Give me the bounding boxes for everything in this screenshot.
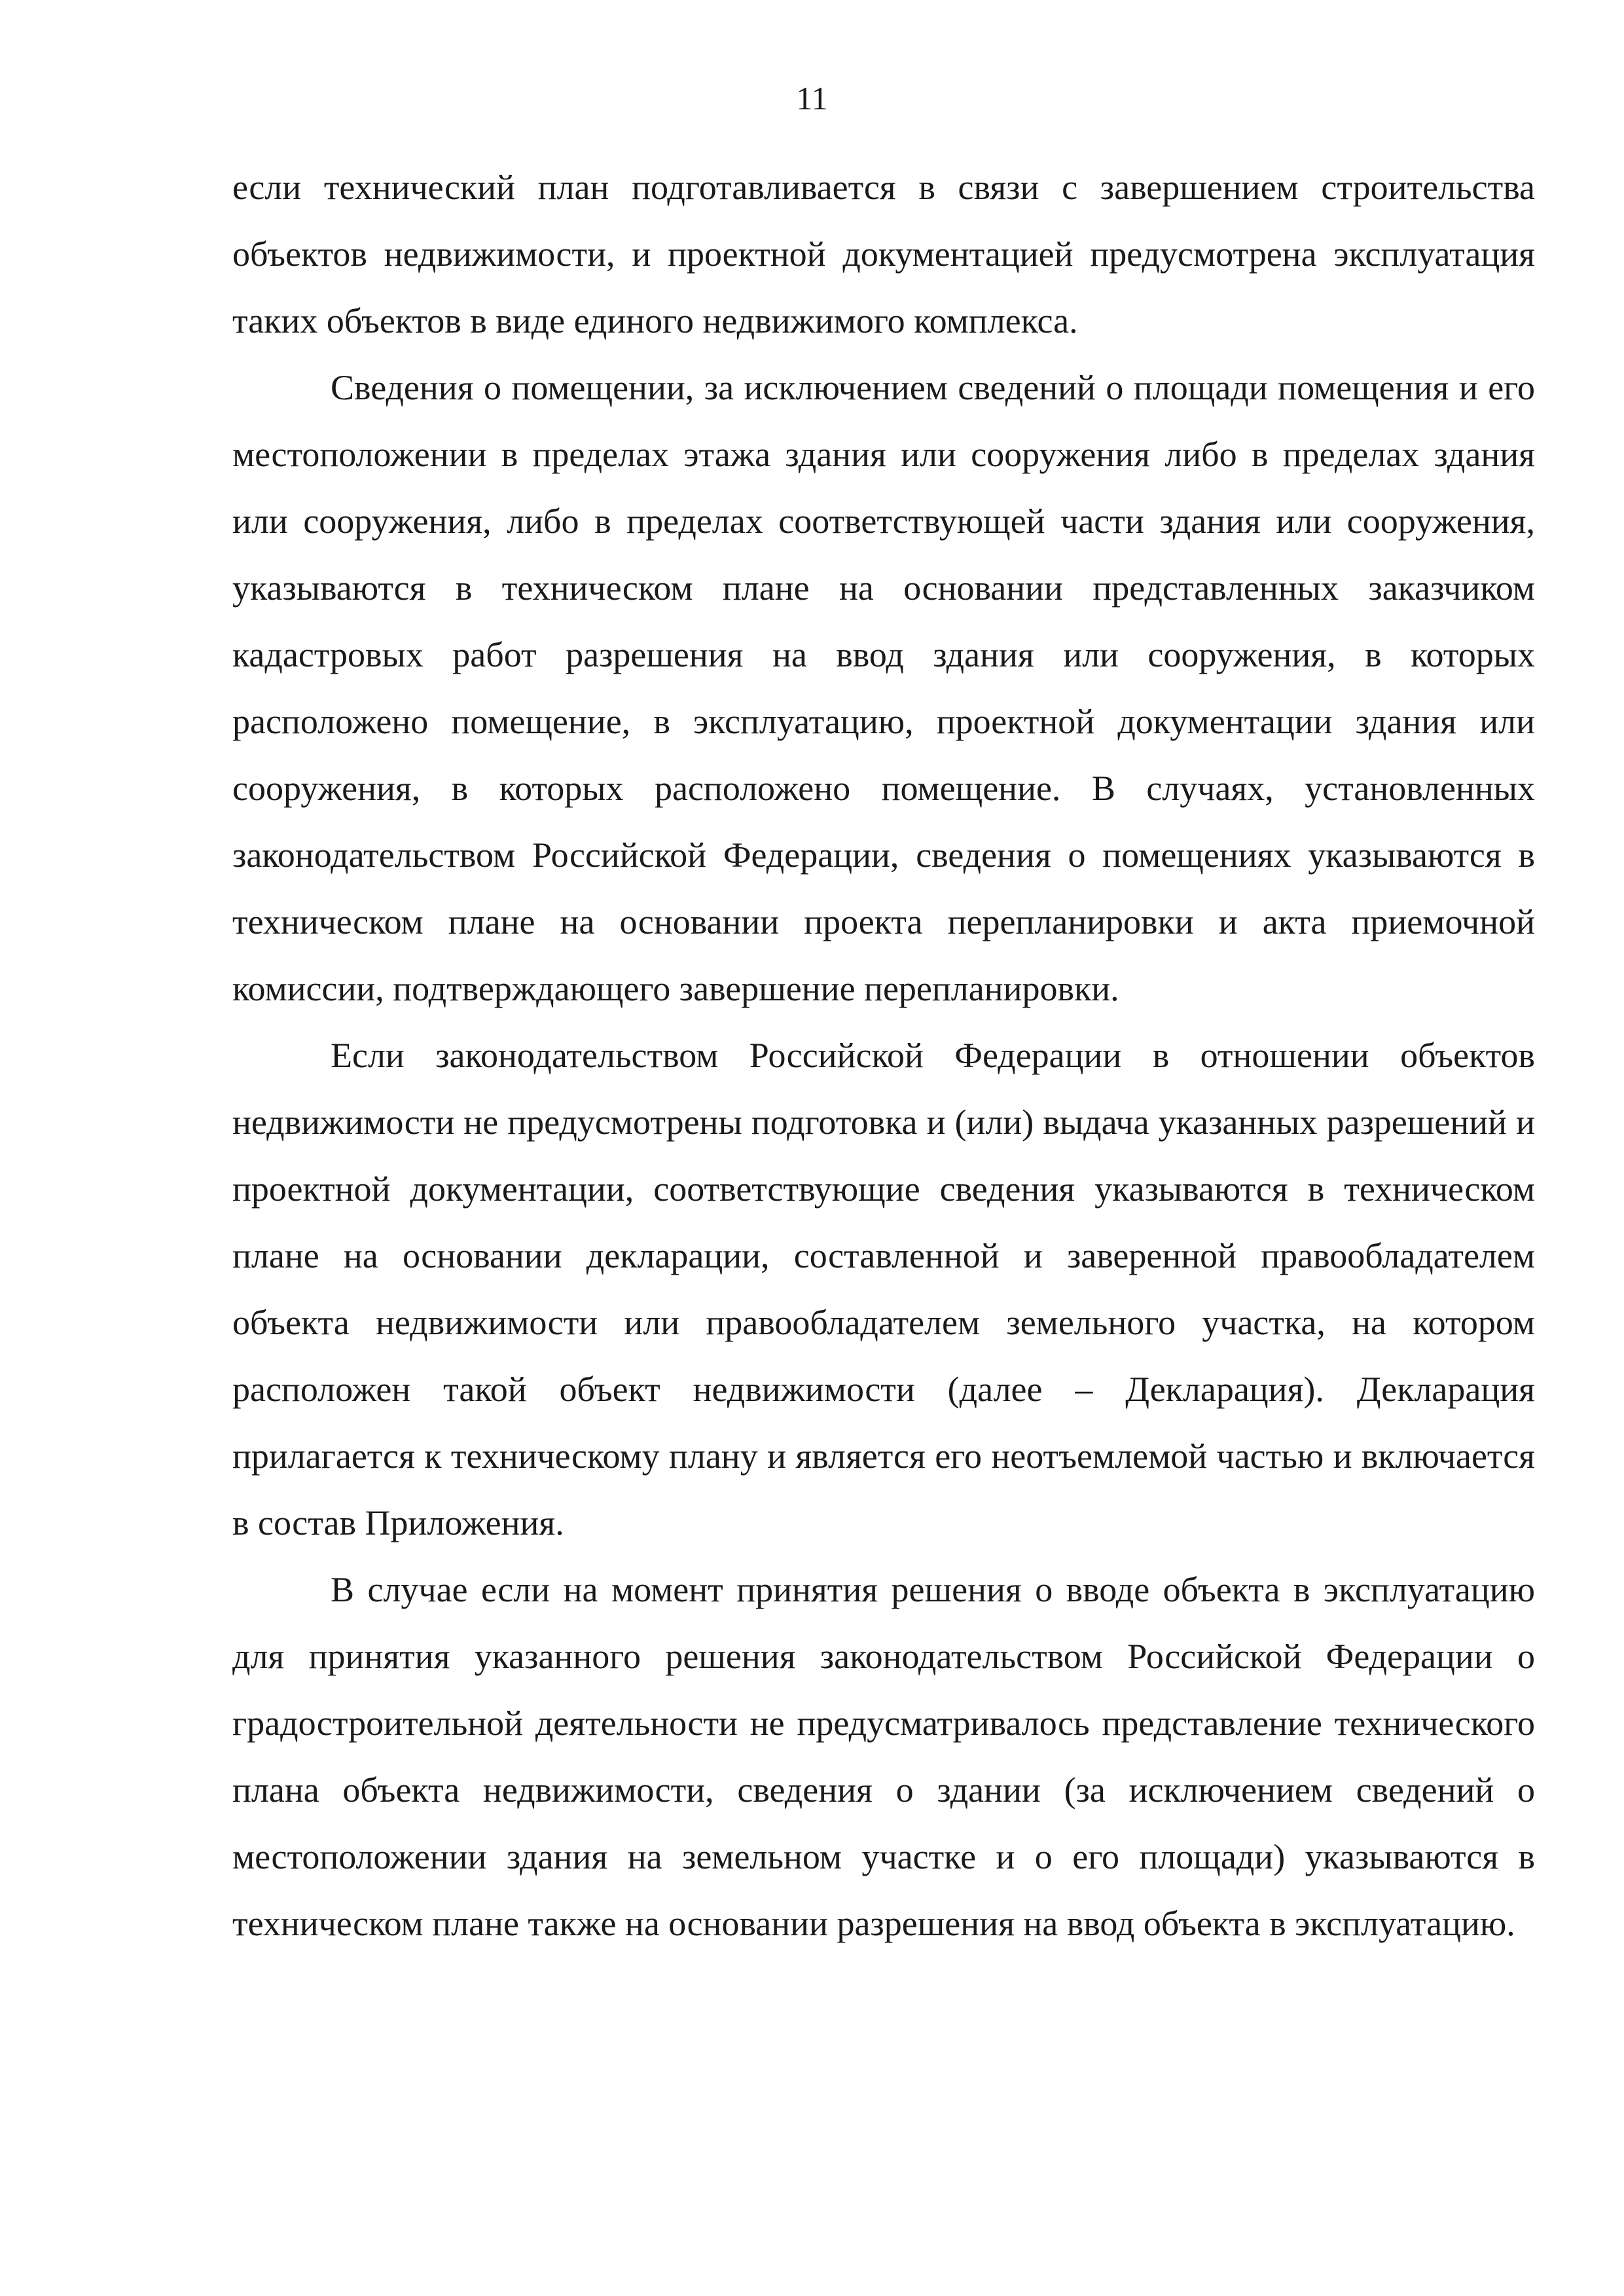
paragraph-premises-info: Сведения о помещении, за исключением сведений о площади помещения и его местоположении в пределах этажа здания или сооружения либо в пределах здания или сооружения, либо в пределах соответствующей части здания или сооружения, указываются в техническом плане на основании представленных заказчиком кадастровых работ разрешения на ввод здания или сооружения, в которых расположено помещение, в эксплуатацию, проектной документации здания или сооружения, в которых расположено помещение. В случаях, установленных законодательством Российской Федерации, сведения о помещениях указываются в техническом плане на основании проекта перепланировки и акта приемочной комиссии, подтверждающего завершение перепланировки.	[232, 368, 1535, 1008]
paragraph-continuation: если технический план подготавливается в связи с завершением строительства объектов недвижимости, и проектной документацией предусмотрена эксплуатация таких объектов в виде единого недвижимого комплекса.	[232, 168, 1535, 340]
paragraph-commissioning-permit: В случае если на момент принятия решения о вводе объекта в эксплуатацию для принятия указанного решения законодательством Российской Федерации о градостроительной деятельности не предусматривалось представление технического плана объекта недвижимости, сведения о здании (за исключением сведений о местоположении здания на земельном участке и о его площади) указываются в техническом плане также на основании разрешения на ввод объекта в эксплуатацию.	[232, 1570, 1535, 1943]
page-number: 11	[796, 80, 828, 117]
document-body	[232, 154, 1535, 1957]
paragraph-declaration: Если законодательством Российской Федерации в отношении объектов недвижимости не предусмотрены подготовка и (или) выдача указанных разрешений и проектной документации, соответствующие сведения указываются в техническом плане на основании декларации, составленной и заверенной правообладателем объекта недвижимости или правообладателем земельного участка, на котором расположен такой объект недвижимости (далее – Декларация). Декларация прилагается к техническому плану и является его неотъемлемой частью и включается в состав Приложения.	[232, 1036, 1535, 1542]
